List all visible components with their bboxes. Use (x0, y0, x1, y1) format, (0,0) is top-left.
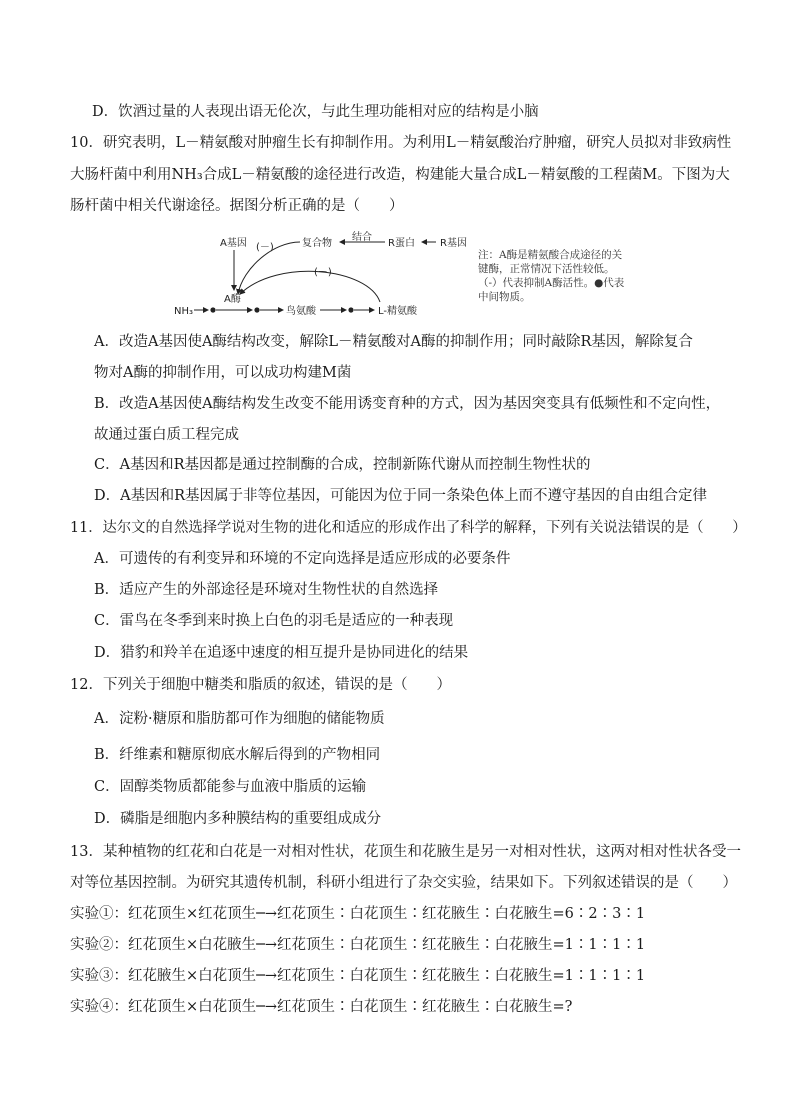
label-enzyme-a: A酶 (224, 294, 241, 305)
label-inhibit-2: (－) (314, 267, 332, 278)
label-r-protein: R蛋白 (388, 238, 415, 249)
q10-option-b-line2: 故通过蛋白质工程完成 (94, 427, 239, 443)
q12-option-b: B．纤维素和糖原彻底水解后得到的产物相同 (94, 747, 381, 763)
q10-option-b-line1: B．改造A基因使A酶结构发生改变不能用诱变育种的方式，因为基因突变具有低频性和不定向性， (94, 396, 721, 412)
label-gene-a: A基因 (220, 238, 247, 249)
q13-experiment-3: 实验③：红花腋生×白花顶生─→红花顶生∶白花顶生∶红花腋生∶白花腋生=1∶1∶1∶1 (70, 968, 646, 984)
q10-option-c: C．A基因和R基因都是通过控制酶的合成，控制新陈代谢从而控制生物性状的 (94, 457, 591, 473)
q10-option-d: D．A基因和R基因属于非等位基因，可能因为位于同一条染色体上而不遵守基因的自由组合定律 (94, 488, 708, 504)
label-arginine: L-精氨酸 (378, 306, 418, 317)
q10-stem-line3: 肠杆菌中相关代谢途径。据图分析正确的是（ ） (70, 198, 404, 214)
label-gene-r: R基因 (440, 238, 467, 249)
q12-option-c: C．固醇类物质都能参与血液中脂质的运输 (94, 779, 367, 795)
label-inhibit-1: (－) (256, 242, 274, 253)
label-ornithine: 鸟氨酸 (286, 306, 316, 317)
q13-experiment-1: 实验①：红花顶生×红花顶生─→红花顶生∶白花顶生∶红花腋生∶白花腋生=6∶2∶3∶1 (70, 906, 646, 922)
q11-option-a: A．可遗传的有利变异和环境的不定向选择是适应形成的必要条件 (94, 551, 511, 567)
intermediate-dot-3 (348, 307, 353, 312)
q11-option-d: D．猎豹和羚羊在追逐中速度的相互提升是协同进化的结果 (94, 645, 469, 661)
q12-option-d: D．磷脂是细胞内多种膜结构的重要组成成分 (94, 811, 382, 827)
q11-option-b: B．适应产生的外部途径是环境对生物性状的自然选择 (94, 582, 439, 598)
q10-stem-line2: 大肠杆菌中利用NH₃合成L－精氨酸的途径进行改造，构建能大量合成L－精氨酸的工程菌M。下图为大 (70, 167, 730, 183)
intermediate-dot-2 (254, 307, 259, 312)
q9-option-d: D．饮酒过量的人表现出语无伦次，与此生理功能相对应的结构是小脑 (92, 104, 539, 120)
q10-stem-line1: 10．研究表明，L－精氨酸对肿瘤生长有抑制作用。为利用L－精氨酸治疗肿瘤，研究人员拟对非致病性 (70, 135, 732, 151)
label-complex: 复合物 (302, 238, 332, 249)
arrow-arginine-inhibits-enzyme (240, 271, 380, 302)
metabolic-pathway-diagram (168, 228, 468, 320)
q13-stem-line1: 13．某种植物的红花和白花是一对相对性状，花顶生和花腋生是另一对相对性状，这两对相对性状各受一 (70, 844, 741, 860)
q11-option-c: C．雷鸟在冬季到来时换上白色的羽毛是适应的一种表现 (94, 613, 454, 629)
q12-stem: 12．下列关于细胞中糖类和脂质的叙述，错误的是（ ） (70, 677, 451, 693)
q10-option-a-line1: A．改造A基因使A酶结构改变，解除L－精氨酸对A酶的抑制作用；同时敲除R基因，解除复合 (94, 334, 693, 350)
label-nh3: NH₃ (174, 306, 194, 317)
diagram-note: 注：A酶是精氨酸合成途径的关键酶，正常情况下活性较低。（-）代表抑制A酶活性。●代表中间物质。 (478, 249, 625, 303)
q12-option-a: A．淀粉·糖原和脂肪都可作为细胞的储能物质 (94, 711, 385, 727)
q13-stem-line2: 对等位基因控制。为研究其遗传机制，科研小组进行了杂交实验，结果如下。下列叙述错误的是（ ） (70, 875, 737, 891)
q13-experiment-2: 实验②：红花顶生×白花腋生─→红花顶生∶白花顶生∶红花腋生∶白花腋生=1∶1∶1∶1 (70, 937, 646, 953)
q10-option-a-line2: 物对A酶的抑制作用，可以成功构建M菌 (94, 365, 352, 381)
q13-experiment-4: 实验④：红花顶生×白花顶生─→红花顶生∶白花顶生∶红花腋生∶白花腋生=? (70, 999, 573, 1015)
q11-stem: 11．达尔文的自然选择学说对生物的进化和适应的形成作出了科学的解释，下列有关说法错误的是（ ） (70, 520, 747, 536)
intermediate-dot-1 (210, 307, 215, 312)
label-bind: 结合 (352, 232, 372, 243)
